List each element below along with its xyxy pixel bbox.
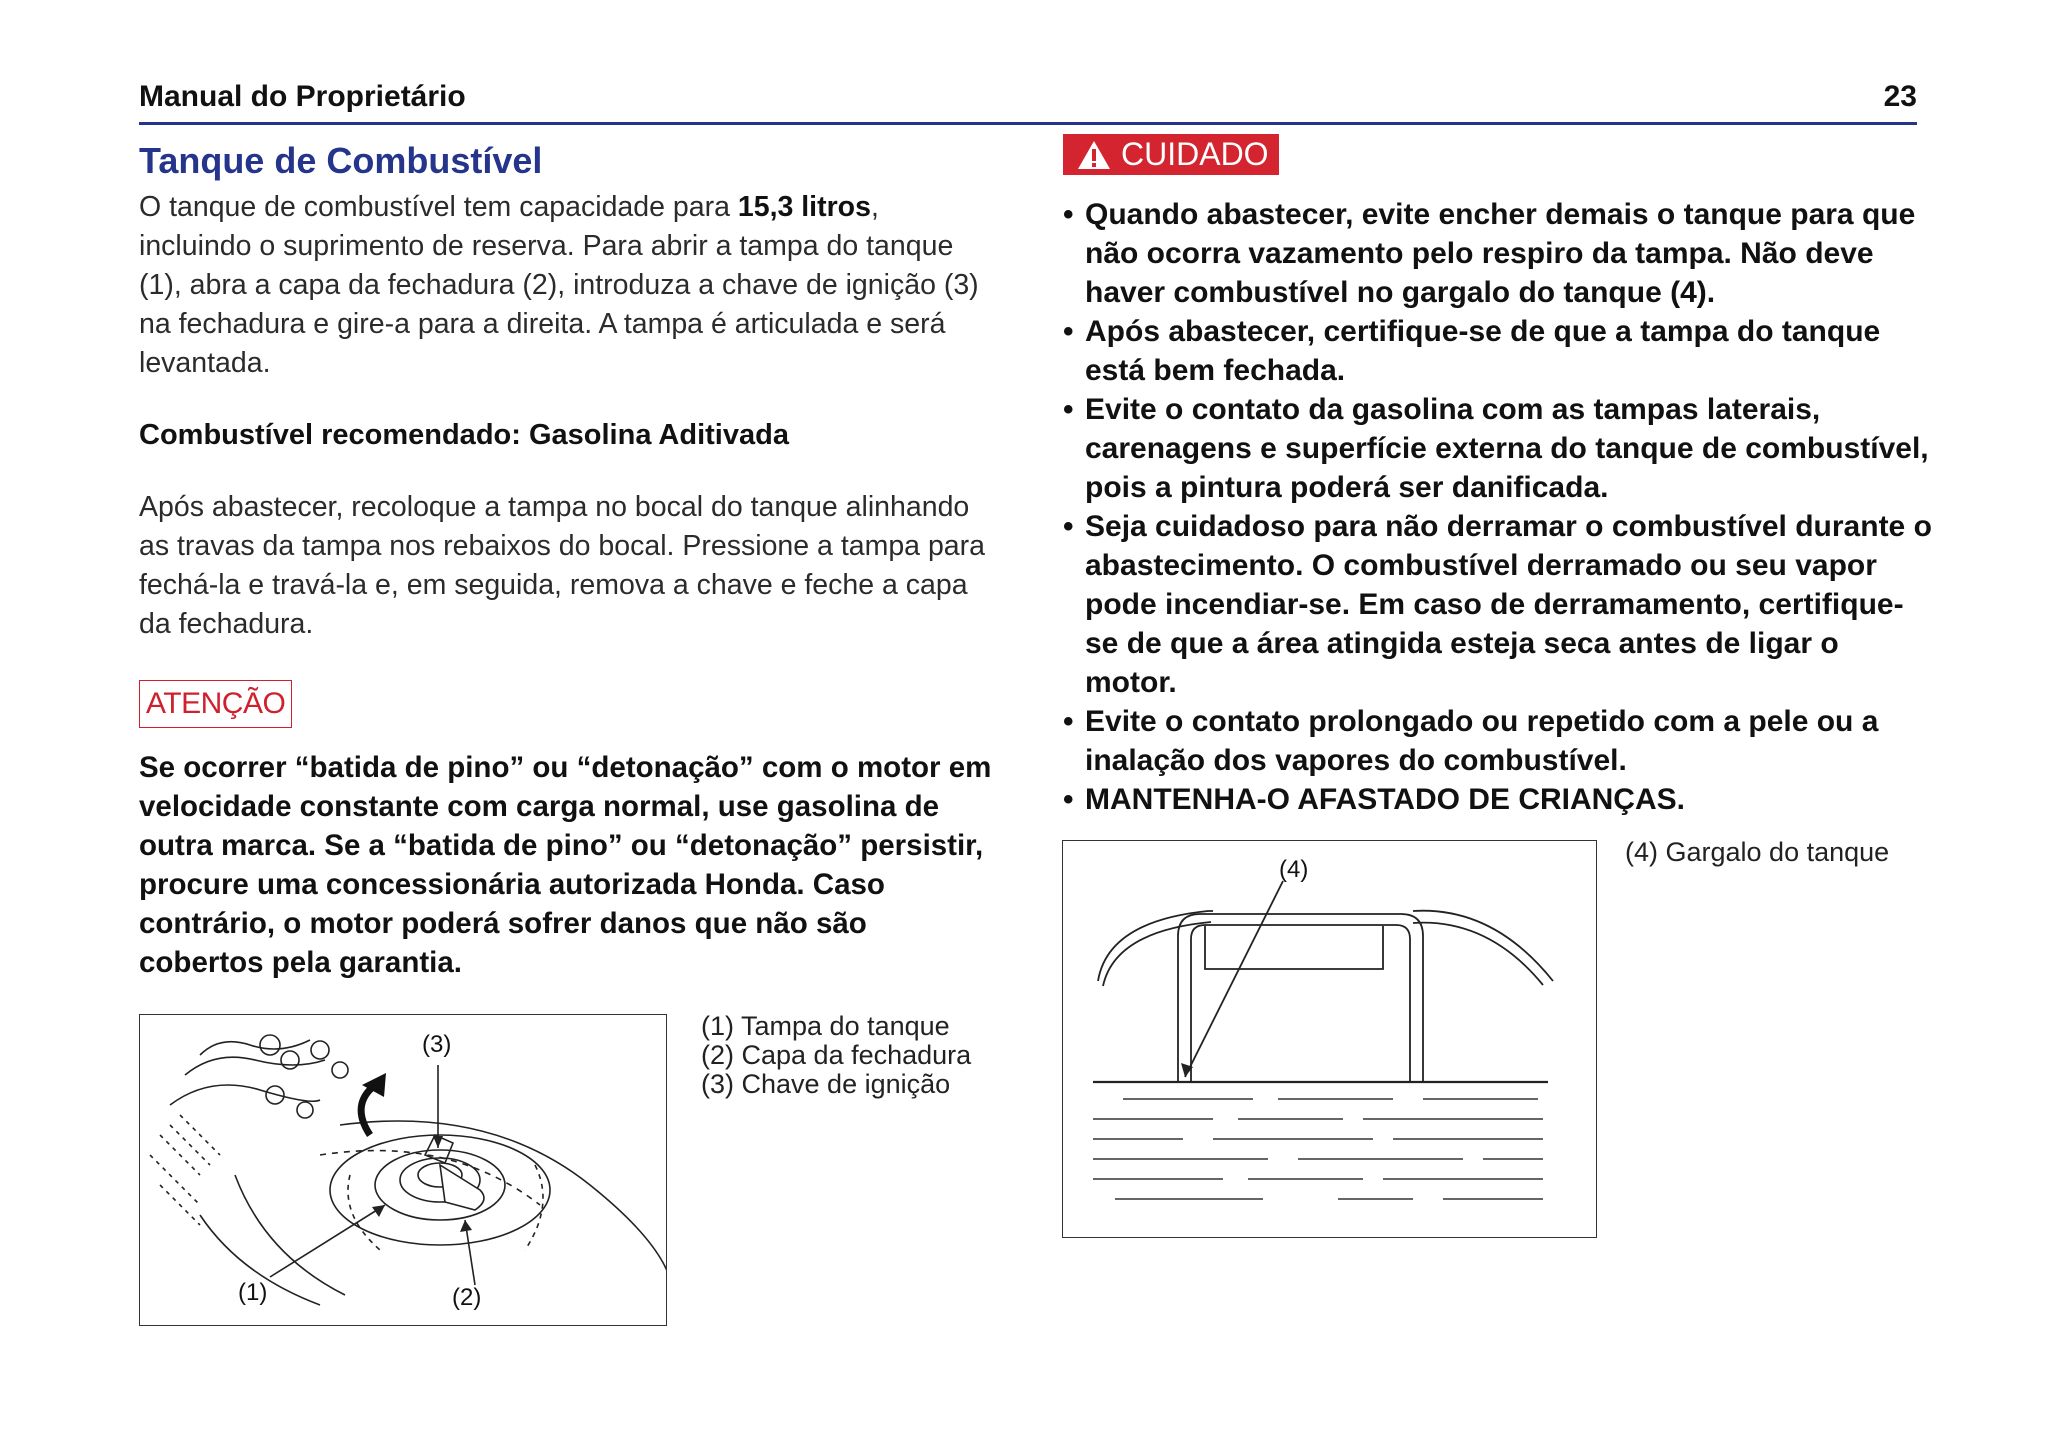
- intro-text-end: , incluindo o suprimento de reserva. Para abrir a tampa do tanque (1), abra a capa da fechadura (2), introduza a chave de ignição (3) na fechadura e gire-a para a direita. A tampa é articulada e será levantada.: [139, 191, 979, 379]
- callout-2: (2): [452, 1284, 482, 1311]
- intro-text-start: O tanque de combustível tem capacidade para: [139, 191, 738, 223]
- warning-triangle-icon: [1077, 140, 1111, 170]
- list-item: • Seja cuidadoso para não derramar o combustível durante o abastecimento. O combustível derramado ou seu vapor pode incendiar-se. Em caso de derramamento, certifique-se de que a área atingida esteja seca antes de ligar o motor.: [1063, 507, 1933, 702]
- filler-neck-caption: [1625, 838, 1889, 867]
- caution-label-text: CUIDADO: [1121, 136, 1269, 172]
- callout-4: (4): [1279, 856, 1309, 883]
- header-rule: [139, 122, 1917, 125]
- right-column: [1063, 134, 1933, 819]
- fuel-cap-captions: [701, 1012, 971, 1099]
- filler-neck-figure: [1062, 840, 1597, 1238]
- list-item: • Evite o contato prolongado ou repetido com a pele ou a inalação dos vapores do combustível.: [1063, 702, 1933, 780]
- caption-item: (4) Gargalo do tanque: [1625, 837, 1890, 867]
- refuel-paragraph: Após abastecer, recoloque a tampa no bocal do tanque alinhando as travas da tampa nos rebaixos do bocal. Pressione a tampa para fechá-la e travá-la e, em seguida, remova a chave e feche a capa da fechadura.: [139, 491, 985, 640]
- caution-list: [1063, 195, 1933, 819]
- attention-label: ATENÇÃO: [139, 680, 292, 728]
- list-item: • Evite o contato da gasolina com as tampas laterais, carenagens e superfície externa do tanque de combustível, pois a pintura poderá ser danificada.: [1063, 390, 1933, 507]
- curved-arrow-icon: [361, 1073, 386, 1135]
- capacity-value: 15,3 litros: [737, 191, 871, 223]
- attention-text: Se ocorrer “batida de pino” ou “detonação” com o motor em velocidade constante com carga normal, use gasolina de outra marca. Se a “batida de pino” ou “detonação” persistir, procure uma concessionária autorizada Honda. Caso contrário, o motor poderá sofrer danos que não são cobertos pela garantia.: [139, 751, 992, 979]
- page-number: 23: [1883, 80, 1917, 113]
- caption-item: (3) Chave de ignição: [701, 1069, 951, 1099]
- callout-3: (3): [422, 1031, 452, 1058]
- filler-neck-illustration: [1063, 841, 1596, 1237]
- caption-item: (2) Capa da fechadura: [701, 1040, 972, 1070]
- list-item: • MANTENHA-O AFASTADO DE CRIANÇAS.: [1063, 780, 1933, 819]
- caution-label: [1063, 134, 1279, 175]
- header-title: Manual do Proprietário: [139, 80, 466, 113]
- list-item: • Após abastecer, certifique-se de que a tampa do tanque está bem fechada.: [1063, 312, 1933, 390]
- callout-1: (1): [238, 1279, 268, 1306]
- caption-item: (1) Tampa do tanque: [701, 1011, 950, 1041]
- left-column: [139, 138, 999, 982]
- fuel-cap-illustration: [140, 1015, 666, 1325]
- list-item: • Quando abastecer, evite encher demais o tanque para que não ocorra vazamento pelo respiro da tampa. Não deve haver combustível no gargalo do tanque (4).: [1063, 195, 1933, 312]
- intro-paragraph: [139, 188, 999, 383]
- section-title: Tanque de Combustível: [139, 140, 543, 181]
- recommended-fuel-heading: Combustível recomendado: Gasolina Aditivada: [139, 419, 789, 451]
- fuel-cap-figure: [139, 1014, 667, 1326]
